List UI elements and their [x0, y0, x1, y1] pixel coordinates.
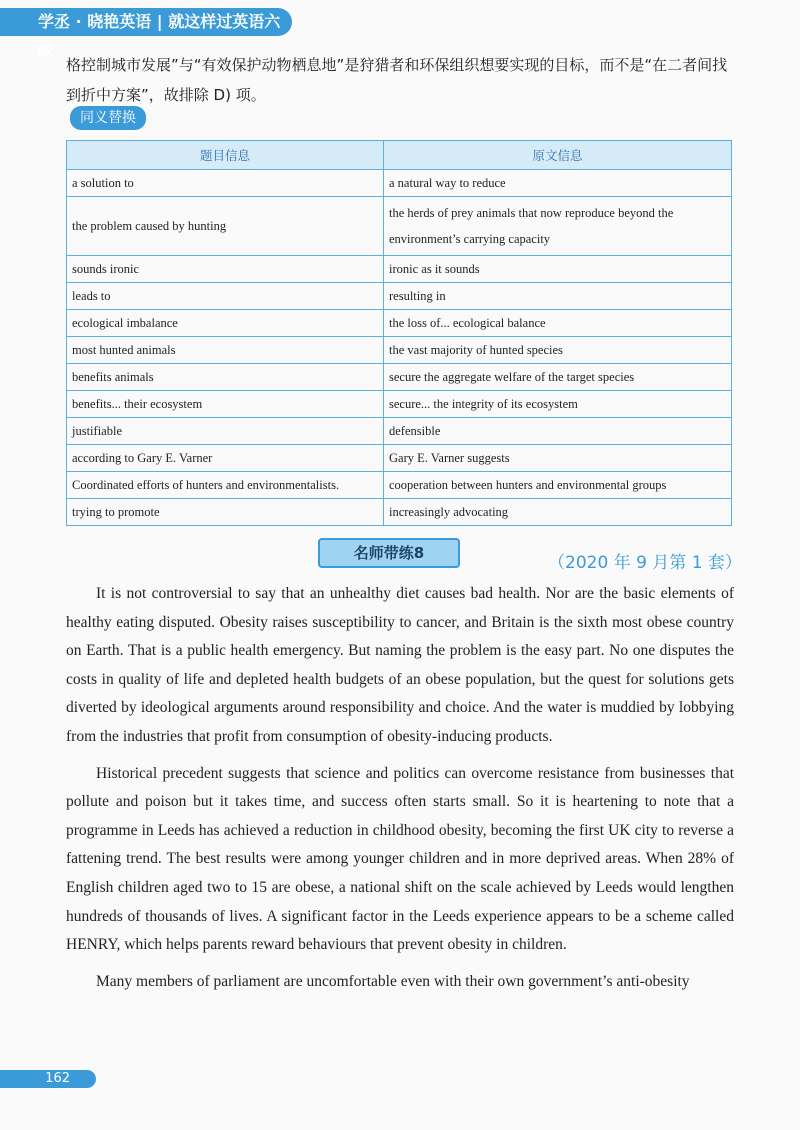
source-cell: cooperation between hunters and environmental groups	[384, 472, 732, 499]
question-cell: sounds ironic	[67, 256, 384, 283]
question-cell: the problem caused by hunting	[67, 197, 384, 256]
question-cell: justifiable	[67, 418, 384, 445]
question-cell: a solution to	[67, 170, 384, 197]
question-cell: according to Gary E. Varner	[67, 445, 384, 472]
table-row	[67, 197, 732, 256]
book-header-title: 学丞 · 晓艳英语 | 就这样过英语六级	[0, 8, 292, 36]
page-number: 162	[0, 1070, 96, 1088]
source-cell: the vast majority of hunted species	[384, 337, 732, 364]
table-row	[67, 310, 732, 337]
question-cell: ecological imbalance	[67, 310, 384, 337]
source-cell: secure... the integrity of its ecosystem	[384, 391, 732, 418]
section-date: （2020 年 9 月第 1 套）	[548, 553, 742, 573]
table-row	[67, 499, 732, 526]
article-body	[66, 580, 734, 1004]
table-header-row	[67, 141, 732, 170]
table-row	[67, 472, 732, 499]
source-cell: increasingly advocating	[384, 499, 732, 526]
article-paragraph: Many members of parliament are uncomfortable even with their own government’s anti-obesity	[96, 972, 690, 990]
table-row	[67, 418, 732, 445]
source-cell: the loss of... ecological balance	[384, 310, 732, 337]
source-cell: secure the aggregate welfare of the target species	[384, 364, 732, 391]
header-source-info: 原文信息	[384, 141, 732, 170]
article-paragraph: It is not controversial to say that an unhealthy diet causes bad health. Nor are the basic elements of healthy eating disputed. Obesity raises susceptibility to cancer, and Britain is the sixth most obese country on Earth. That is a public health emergency. But naming the problem is the easy part. No one disputes the costs in quality of life and depleted health budgets of an obese population, but the quest for solutions gets diverted by ideological arguments around responsibility and choice. And the water is muddied by lobbying from the industries that profit from consumption of obesity-inducing products.	[66, 585, 734, 745]
question-cell: most hunted animals	[67, 337, 384, 364]
table-row	[67, 283, 732, 310]
table-row	[67, 170, 732, 197]
intro-paragraph: 格控制城市发展”与“有效保护动物栖息地”是狩猎者和环保组织想要实现的目标，而不是“在二者间找到折中方案”，故排除 D) 项。	[66, 56, 728, 104]
question-cell: trying to promote	[67, 499, 384, 526]
question-cell: leads to	[67, 283, 384, 310]
question-cell: Coordinated efforts of hunters and environmentalists.	[67, 472, 384, 499]
section-badge: 名师带练8	[318, 538, 460, 568]
table-row	[67, 391, 732, 418]
source-cell: ironic as it sounds	[384, 256, 732, 283]
synonym-section-label: 同义替换	[70, 106, 146, 130]
header-question-info: 题目信息	[67, 141, 384, 170]
source-cell: Gary E. Varner suggests	[384, 445, 732, 472]
table-row	[67, 364, 732, 391]
table-row	[67, 337, 732, 364]
article-paragraph: Historical precedent suggests that science and politics can overcome resistance from businesses that pollute and poison but it takes time, and success often starts small. So it is heartening to note that a programme in Leeds has achieved a reduction in childhood obesity, becoming the first UK city to reverse a fattening trend. The best results were among younger children and in more deprived areas. When 28% of English children aged two to 15 are obese, a national shift on the scale achieved by Leeds would lengthen hundreds of thousands of lives. A significant factor in the Leeds experience appears to be a scheme called HENRY, which helps parents reward behaviours that prevent obesity in children.	[66, 764, 734, 954]
table-row	[67, 256, 732, 283]
question-cell: benefits... their ecosystem	[67, 391, 384, 418]
source-cell: resulting in	[384, 283, 732, 310]
table-row	[67, 445, 732, 472]
question-cell: benefits animals	[67, 364, 384, 391]
synonym-table	[66, 140, 732, 526]
source-cell: defensible	[384, 418, 732, 445]
source-cell: a natural way to reduce	[384, 170, 732, 197]
source-cell: the herds of prey animals that now reproduce beyond the environment’s carrying capacity	[384, 197, 732, 256]
